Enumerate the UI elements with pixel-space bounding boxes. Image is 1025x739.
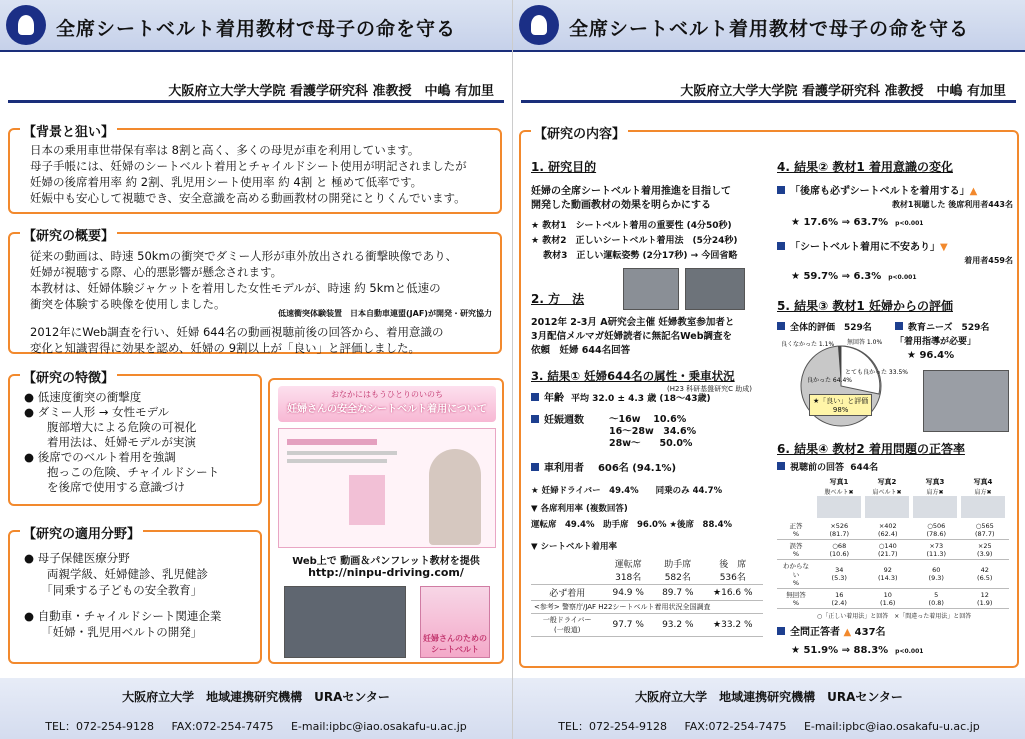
cell: ○140 (21.7) — [864, 540, 913, 560]
cell: 97.7 % — [603, 614, 653, 637]
page-title: 全席シートベルト着用教材で母子の命を守る — [568, 18, 969, 40]
overall-label: 全体的評価 529名 — [790, 323, 872, 333]
row-label: 無回答 % — [777, 589, 815, 609]
evaluation-block — [777, 320, 1013, 436]
s2-title: 2. 方 法 — [531, 292, 585, 306]
photo-label: 写真4 — [973, 478, 993, 486]
photo-label: 写真1 — [829, 478, 849, 486]
list-item: ● 母子保健医療分野 — [24, 551, 130, 565]
application-section — [8, 527, 262, 664]
model-photo — [429, 449, 481, 545]
divider — [8, 100, 504, 103]
cell: ×25 (3.9) — [961, 540, 1010, 560]
cell: 42 (6.5) — [961, 560, 1010, 589]
q2-sub: 着用者459名 — [964, 256, 1013, 265]
list-item: 「妊婦・乳児用ベルトの開発」 — [24, 625, 203, 639]
cell: ○68 (10.6) — [815, 540, 864, 560]
table-header: 助手席 582名 — [653, 556, 703, 585]
footer-tel: TEL：072-254-9128 — [45, 720, 154, 733]
overview-heading: 【研究の概要】 — [20, 225, 117, 244]
list-item — [24, 598, 221, 608]
background-section — [8, 125, 502, 214]
pie-callout: ★「良い」と評価 98% — [809, 394, 872, 416]
photo-mark: 腹ベルト✖ — [824, 489, 854, 496]
table-reference: <参考> 警察庁/JAF H22シートベルト着用状況全国調査 — [531, 601, 763, 614]
features-list — [24, 390, 219, 495]
photo-thumbs — [815, 496, 1013, 518]
cell: ★33.2 % — [703, 614, 763, 637]
list-item: 腹部増大による危険の可視化 — [24, 420, 197, 434]
header — [513, 0, 1025, 52]
row-label: 誤答 % — [777, 540, 815, 560]
pie-label: 良かった 64.4% — [807, 377, 852, 384]
background-heading: 【背景と狙い】 — [20, 121, 117, 140]
application-heading: 【研究の適用分野】 — [20, 523, 143, 542]
cell: 89.7 % — [653, 585, 703, 601]
q1: 「後席も必ずシートベルトを着用する」 — [790, 186, 970, 197]
arrow-up-icon: ▲ — [969, 186, 978, 197]
cell: ○565 (87.7) — [961, 520, 1010, 540]
belt-table — [531, 556, 763, 637]
photo-thumb — [913, 496, 957, 518]
footer-org: 大阪府立大学 地域連携研究機構 URAセンター — [122, 690, 390, 704]
s3-title: 3. 結果① 妊婦644名の属性・乗車状況 — [531, 369, 735, 383]
photo-mark: 肩ベルト✖ — [872, 489, 902, 496]
list-item: を後席で使用する意識づけ — [24, 480, 185, 494]
footer-email[interactable]: E-mail:ipbc@iao.osakafu-u.ac.jp — [803, 720, 980, 733]
footer-fax: FAX:072-254-7475 — [171, 720, 274, 733]
photo-label: 写真2 — [877, 478, 897, 486]
overview-section — [8, 229, 502, 355]
material-panel — [268, 378, 504, 664]
banner-title: 妊婦さんの安全なシートベルト着用について — [287, 404, 487, 415]
table-row — [531, 585, 763, 601]
footer-email[interactable]: E-mail:ipbc@iao.osakafu-u.ac.jp — [290, 720, 467, 733]
footer — [513, 678, 1025, 739]
all-correct-label: 全問正答者 — [790, 627, 840, 638]
cell: ★16.6 % — [703, 585, 763, 601]
s2-note: (H23 科研基盤研究C 助成) — [667, 385, 752, 393]
list-item: ★ 教材2 正しいシートベルト着用法 (5分24秒) — [531, 236, 738, 246]
needs-label: 教育ニーズ 529名 — [908, 323, 990, 333]
driver-line: ★ 妊婦ドライバー 49.4% 同乗のみ 44.7% — [531, 486, 723, 496]
q1-p: p<0.001 — [895, 220, 924, 227]
content-section — [519, 127, 1019, 668]
overview-text-2: 2012年にWeb調査を行い、妊婦 644名の動画視聴前後の回答から、着用意識の 変化と知識習得に効果を認め、妊婦の 9割以上が「良い」と評価しました。 — [30, 325, 444, 355]
pie-label: 無回答 1.0% — [847, 339, 883, 346]
list-item: ● 後席でのベルト着用を強調 — [24, 450, 176, 464]
features-heading: 【研究の特徴】 — [20, 367, 117, 386]
pie-label: 良くなかった 1.1% — [781, 341, 835, 348]
cell: 94.9 % — [603, 585, 653, 601]
table-row — [777, 560, 1009, 589]
right-column — [777, 158, 1013, 659]
needs-value: ★ 96.4% — [907, 350, 955, 361]
s1-text: 妊婦の全席シートベルト着用推進を目指して 開発した動画教材の効果を明らかにする — [531, 186, 731, 211]
q1-sub: 教材1視聴した 後席利用者443名 — [891, 200, 1013, 209]
cell: ×526 (81.7) — [815, 520, 864, 540]
before-n: 644名 — [850, 463, 879, 473]
photo-headers — [815, 477, 1013, 487]
divider — [521, 100, 1016, 103]
all-correct-p: p<0.001 — [895, 648, 924, 655]
header — [0, 0, 512, 52]
cell: ×73 (11.3) — [912, 540, 961, 560]
website-screenshot — [278, 428, 496, 548]
footer-contact — [0, 718, 512, 734]
s1-title: 1. 研究目的 — [531, 160, 597, 174]
footer-fax: FAX:072-254-7475 — [684, 720, 787, 733]
table-row — [777, 589, 1009, 609]
background-text: 日本の乗用車世帯保有率は 8割と高く、多くの母児が車を利用しています。 母子手帳には、妊婦のシートベルト着用とチャイルドシート使用が明記されましたが 妊婦の後席着用率 約 2割、乳児用シート使用率 約 4割 と 極めて低率です。 妊娠中も安心して視聴でき、安全意識を高める動画教材の開発にとりくんでいます。 — [30, 143, 467, 205]
footer — [0, 678, 512, 739]
banner-top: おなかにはもうひとりのいのち — [331, 390, 443, 399]
author: 大阪府立大学大学院 看護学研究科 准教授 中嶋 有加里 — [168, 84, 494, 99]
pamphlet-title: 妊婦さんのための シートベルト — [423, 634, 487, 654]
author: 大阪府立大学大学院 看護学研究科 准教授 中嶋 有加里 — [680, 84, 1006, 99]
seat-line: 運転席 49.4% 助手席 96.0% ★後席 88.4% — [531, 520, 733, 530]
photo-thumb — [961, 496, 1005, 518]
photo-marks — [815, 487, 1013, 496]
photo-thumb — [865, 496, 909, 518]
s5-title: 5. 結果③ 教材1 妊婦からの評価 — [777, 299, 953, 313]
application-list — [24, 550, 221, 640]
list-item: 「同乗する子どもの安全教育」 — [24, 583, 203, 597]
weeks-row: 28w～ 50.0% — [609, 438, 693, 449]
s2-text: 2012年 2-3月 A研究会主催 妊婦教室参加者と 3月配信メルマガ妊婦読者に無記名Web調査を 依頼 妊婦 644名回答 — [531, 317, 735, 356]
cell: 34 (5.3) — [815, 560, 864, 589]
cell: 93.2 % — [653, 614, 703, 637]
arrow-down-icon: ▼ — [940, 242, 948, 253]
car-value: 606名 (94.1%) — [597, 463, 677, 474]
list-item: ● 低速度衝突の衝撃度 — [24, 390, 142, 404]
table-row — [777, 520, 1009, 540]
pie-label: とても良かった 33.5% — [845, 369, 908, 376]
table-row — [777, 540, 1009, 560]
footer-tel: TEL：072-254-9128 — [558, 720, 667, 733]
list-item: ● ダミー人形 → 女性モデル — [24, 405, 170, 419]
row-label: 必ず着用 — [531, 585, 603, 601]
table-row — [531, 614, 763, 637]
q1-value: ★ 17.6% ⇒ 63.7% — [791, 217, 889, 228]
all-correct-value: ★ 51.9% ⇒ 88.3% — [791, 645, 889, 656]
evaluation-pie — [781, 336, 908, 436]
weeks-row: ～16w 10.6% — [609, 414, 687, 425]
banner — [278, 386, 496, 422]
all-correct-n: 437名 — [854, 627, 886, 638]
left-column — [531, 158, 767, 637]
cell: 12 (1.9) — [961, 589, 1010, 609]
weeks-row: 16～28w 34.6% — [609, 426, 697, 437]
list-item: 教材3 正しい運転姿勢 (2分17秒) → 今回省略 — [531, 251, 738, 261]
photo-thumb — [817, 496, 861, 518]
seat-heading: ▼ 各席利用率 (複数回答) — [531, 504, 628, 514]
method-photo-2 — [685, 268, 745, 310]
features-section — [8, 371, 262, 506]
s6-title: 6. 結果④ 教材2 着用問題の正答率 — [777, 442, 965, 456]
evaluation-photo — [923, 370, 1009, 432]
photo-mark: 肩方✖ — [926, 489, 944, 496]
left-page — [0, 0, 512, 739]
weeks-label: 妊娠週数 — [544, 415, 584, 426]
footer-contact — [513, 718, 1025, 734]
answer-table — [777, 520, 1009, 609]
list-item: 着用法は、妊婦モデルが実演 — [24, 435, 196, 449]
banner-caption: Web上で 動画＆パンフレット教材を提供 — [292, 556, 480, 567]
method-photo-1 — [623, 268, 679, 310]
overview-text-1: 従来の動画は、時速 50kmの衝突でダミー人形が車外放出される衝撃映像であり、 妊婦が視聴する際、心的悪影響が懸念されます。 本教材は、妊婦体験ジャケットを着用した女性モデルが、時速 約 5kmと低速の 衝突を体験する映像を使用しました。 — [30, 249, 458, 311]
table-header: 運転席 318名 — [603, 556, 653, 585]
website-url[interactable]: http://ninpu-driving.com/ — [308, 566, 464, 579]
photo-label: 写真3 — [925, 478, 945, 486]
car-seat-photo — [284, 586, 406, 658]
page-title: 全席シートベルト着用教材で母子の命を守る — [55, 18, 456, 40]
s1-items — [531, 219, 767, 264]
right-page — [512, 0, 1024, 739]
car-label: 車利用者 — [544, 463, 584, 474]
list-item: 抱っこの危険、チャイルドシート — [24, 465, 220, 479]
content-heading: 【研究の内容】 — [531, 123, 628, 142]
cell: 16 (2.4) — [815, 589, 864, 609]
row-label: 正答 % — [777, 520, 815, 540]
list-item: ● 自動車・チャイルドシート関連企業 — [24, 609, 222, 623]
answer-legend: ○「正しい着用法」と回答 ×「間違った着用法」と回答 — [817, 613, 972, 620]
row-label: 一般ドライバー (一般道) — [531, 614, 603, 637]
list-item: 両親学級、妊婦健診、乳児健診 — [24, 567, 208, 581]
cell: 92 (14.3) — [864, 560, 913, 589]
cell: ×402 (62.4) — [864, 520, 913, 540]
q2-value: ★ 59.7% ⇒ 6.3% — [791, 271, 882, 282]
photo-mark: 肩方✖ — [974, 489, 992, 496]
row-label: わからない % — [777, 560, 815, 589]
belt-heading: ▼ シートベルト着用率 — [531, 542, 617, 552]
age-value: 平均 32.0 ± 4.3 歳 (18～43歳) — [570, 394, 711, 404]
cell: ○506 (78.6) — [912, 520, 961, 540]
table-header: 後 席 536名 — [703, 556, 763, 585]
q2: 「シートベルト着用に不安あり」 — [790, 242, 940, 253]
arrow-up-icon: ▲ — [843, 627, 852, 638]
overview-note: 低速衝突体験装置 日本自動車連盟(JAF)が開発・研究協力 — [278, 309, 492, 318]
footer-org: 大阪府立大学 地域連携研究機構 URAセンター — [635, 690, 903, 704]
needs-question: 「着用指導が必要」 — [895, 337, 977, 347]
before-label: 視聴前の回答 — [790, 463, 845, 473]
list-item: ★ 教材1 シートベルト着用の重要性 (4分50秒) — [531, 221, 732, 231]
age-label: 年齢 — [544, 393, 564, 404]
cell: 5 (0.8) — [912, 589, 961, 609]
pamphlet — [420, 586, 490, 658]
cell: 60 (9.3) — [912, 560, 961, 589]
s4-title: 4. 結果② 教材1 着用意識の変化 — [777, 160, 953, 174]
q2-p: p<0.001 — [888, 274, 917, 281]
cell: 10 (1.6) — [864, 589, 913, 609]
